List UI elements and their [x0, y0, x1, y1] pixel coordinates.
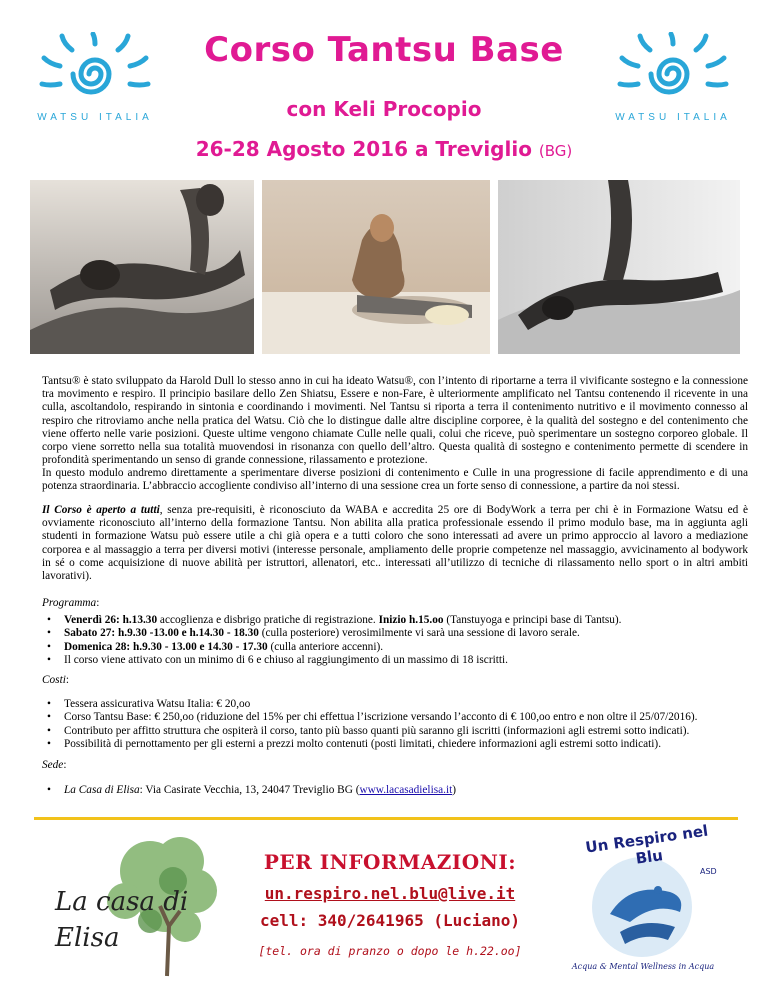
- list-item-bold: Venerdì 26: h.13.30: [64, 614, 158, 626]
- costi-list: [42, 698, 748, 752]
- list-item-text: (Tanstuyoga e principi base di Tantsu).: [443, 614, 622, 626]
- list-item: • Corso Tantsu Base: € 250,oo (riduzione del 15% per chi effettua l’iscrizione versando l’acconto di € 100,oo entro e non oltre il 25/07/2016).: [42, 711, 748, 724]
- venue-close: ): [452, 784, 456, 796]
- phone-number: cell: 340/2641965 (Luciano): [259, 911, 521, 930]
- logo-text: WATSU ITALIA: [37, 112, 153, 123]
- course-paragraph: [42, 504, 748, 583]
- province-text: (BG): [538, 142, 573, 160]
- date-line: [0, 137, 768, 161]
- venue-link[interactable]: www.lacasadielisa.it: [359, 784, 453, 796]
- page-title: Corso Tantsu Base: [204, 30, 564, 70]
- subtitle: con Keli Procopio: [286, 97, 482, 121]
- info-heading: PER INFORMAZIONI:: [263, 850, 517, 874]
- email-link[interactable]: un.respiro.nel.blu@live.it: [264, 884, 516, 903]
- list-item-text: (culla anteriore accenni).: [267, 640, 384, 653]
- phone-hours: [tel. ora di pranzo o dopo le h.22.oo]: [258, 944, 522, 958]
- photo-right: [498, 180, 740, 354]
- sede-heading: Sede:: [42, 759, 67, 771]
- elisa-logo-text: La casa di Elisa: [55, 887, 189, 953]
- paragraph-1: Tantsu® è stato sviluppato da Harold Dull lo stesso anno in cui ha ideato Watsu®, con l’intento di riportarne a terra il vivificante sostegno e la connessione tra movimento e respiro. Il principio basilare dello Zen Shiatsu, Essere e non-Fare, è ulteriormente amplificato nel Tantsu contenendo il ricevente in una culla, ascoltandolo, respirando in sintonia e coordinando i movimenti. Nel Tantsu si riporta a terra il contenimento nutritivo e il movimento connesso al respiro che ritroviamo anche nella pratica del Watsu. Ciò che lo distingue dalle altre discipline corporee, è la qualità del sostegno e del contenimento che viene offerto nelle varie posizioni. Queste ultime vengono chiamate Culle nelle quali, colui che riceve, può sperimentare un sostegno corporeo globale. Il corpo viene sorretto nella sua totalità muovendosi in risonanza con quello dell’altro. Questa qualità di sostegno e contenimento permette di scendere in profondità sperimentando un senso di grande connessione, rilassamento e protezione.: [42, 375, 748, 467]
- list-item-bold: Sabato 27: h.9.30 -13.00 e h.14.30 - 18.30: [64, 627, 259, 640]
- list-item-text: accoglienza e disbrigo pratiche di registrazione.: [157, 614, 379, 626]
- photo-center: [262, 180, 490, 354]
- intro-paragraph: [42, 375, 748, 467]
- list-item: [42, 654, 748, 667]
- list-item-text: (culla posteriore) verosimilmente vi sarà una sessione di lavoro serale.: [258, 627, 580, 640]
- blu-logo-subtitle: Acqua & Mental Wellness in Acqua: [571, 962, 715, 971]
- paragraph-3-rest: , senza pre-requisiti, è riconosciuto da WABA e accredita 25 ore di BodyWork a terra per chi è in Formazione Watsu ed è ovviamente riconosciuto all’interno della formazione Tantsu. Non abilita alla pratica professionale essendo il primo modulo base, ma in aggiunta agli studenti in formazione Watsu può essere utile a chi già opera e a tutti coloro che sono interessati ad avere un primo approccio al lavoro a mediazione corporea e al massaggio a terra per diversi motivi (interesse personale, ampliamento delle proprie competenze nel massaggio, avvicinamento al bodywork in sé o come acquisizione di nuove abilità per istruttori, allenatori, etc.. interessati all’utilizzo di tecniche di rilassamento nello sport o in altri ambiti lavorativi).: [42, 504, 748, 583]
- casa-di-elisa-logo: [55, 826, 235, 986]
- programma-heading: Programma:: [42, 597, 100, 609]
- list-item: [42, 614, 748, 627]
- logo-text: WATSU ITALIA: [615, 112, 731, 123]
- list-item: • Possibilità di pernottamento per gli esterni a prezzi molto contenuti (posti limitati, chiedere informazioni agli estremi sotto indicati).: [42, 738, 748, 751]
- list-item: • Contributo per affitto struttura che ospiterà il corso, tanto più basso quanti più saranno gli iscritti (informazioni agli estremi sotto indicati).: [42, 725, 748, 738]
- date-text: 26-28 Agosto 2016 a Treviglio: [195, 137, 532, 161]
- list-item-bold: Domenica 28: h.9.30 - 13.00 e 14.30 - 17.30: [64, 640, 268, 653]
- list-item: [42, 627, 748, 640]
- paragraph-3-lead: Il Corso è aperto a tutti: [42, 504, 160, 516]
- costi-heading: Costi:: [42, 674, 69, 686]
- paragraph-3: [42, 504, 748, 583]
- venue-address: : Via Casirate Vecchia, 13, 24047 Treviglio BG (: [139, 784, 360, 796]
- separator-line: [34, 817, 738, 820]
- module-paragraph: [42, 467, 748, 493]
- sede-label: Sede: [42, 759, 64, 771]
- blu-logo-title: Un Respiro nel Blu: [584, 821, 710, 868]
- sede-list: [42, 784, 748, 797]
- un-respiro-nel-blu-logo: [560, 822, 725, 987]
- venue-name: La Casa di Elisa: [64, 784, 140, 796]
- paragraph-2: In questo modulo andremo direttamente a sperimentare diverse posizioni di contenimento e Culle in una progressione di facile apprendimento e di una potenza straordinaria. L’abbraccio accogliente condiviso all’interno di una sessione crea un forte senso di connessione, a partire da noi stessi.: [42, 467, 748, 493]
- costi-label: Costi: [42, 674, 66, 686]
- list-item: [42, 641, 748, 654]
- list-item-bold: Inizio h.15.oo: [378, 614, 444, 626]
- list-item: • Tessera assicurativa Watsu Italia: € 20,oo: [42, 698, 748, 711]
- programma-label: Programma: [42, 597, 97, 609]
- list-item-text: Il corso viene attivato con un minimo di 6 e chiuso al raggiungimento di un massimo di 18 iscritti.: [64, 654, 508, 667]
- list-item: [42, 784, 748, 797]
- photo-left: [30, 180, 254, 354]
- programma-list: [42, 614, 748, 668]
- blu-logo-asd: ASD: [700, 867, 717, 876]
